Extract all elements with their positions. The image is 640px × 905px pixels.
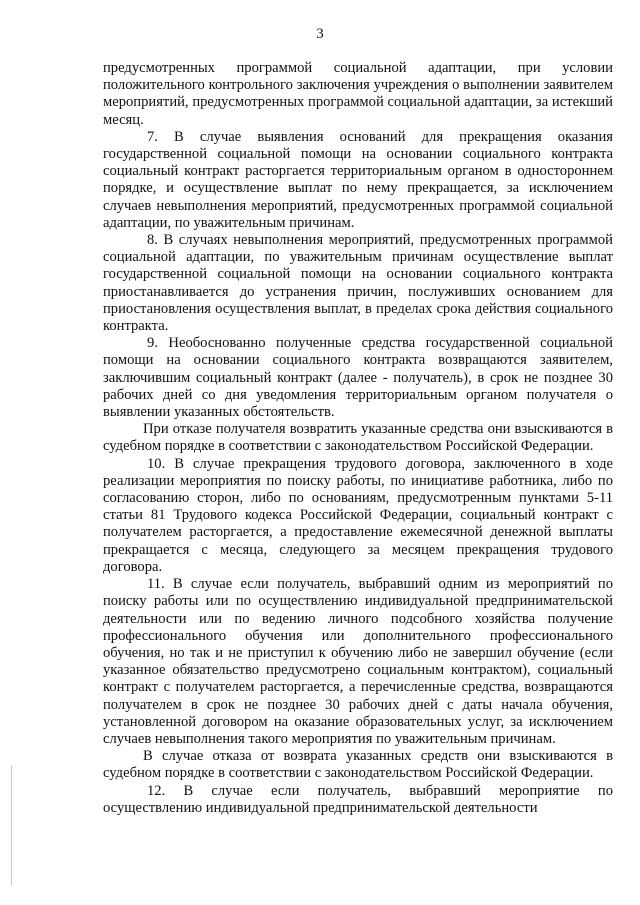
paragraph-continuation: предусмотренных программой социальной адаптации, при условии положительного контрольного заключения учреждения о выполнении заявителем мероприятий, предусмотренных программой социальной адаптации, за истекший месяц. (103, 60, 613, 128)
document-body (103, 60, 613, 817)
page-number: 3 (316, 26, 324, 42)
scan-margin-line (11, 765, 12, 885)
paragraph-clause-8: 8. В случаях невыполнения мероприятий, предусмотренных программой социальной адаптации, по уважительным причинам осуществление выплат государственной социальной помощи на основании социального контракта приостанавливается до устранения причин, послуживших основанием для приостановления осуществления выплат, в пределах срока действия социального контракта. (103, 232, 613, 335)
paragraph-clause-11: 11. В случае если получатель, выбравший одним из мероприятий по поиску работы или по осуществлению индивидуальной предпринимательской деятельности или по ведению личного подсобного хозяйства получение профессионального обучения или дополнительного профессионального обучения, но так и не приступил к обучению либо не завершил обучение (если указанное обязательство предусмотрено социальным контрактом), социальный контракт с получателем расторгается, а перечисленные средства, возвращаются получателем в срок не позднее 30 рабочих дней с даты начала обучения, установленной договором на оказание образовательных услуг, за исключением случаев невыполнения такого мероприятия по уважительным причинам. (103, 576, 613, 747)
paragraph-clause-10: 10. В случае прекращения трудового договора, заключенного в ходе реализации мероприятия по поиску работы, по инициативе работника, либо по согласованию сторон, либо по основаниям, предусмотренным пунктами 5-11 статьи 81 Трудового кодекса Российской Федерации, социальный контракт с получателем расторгается, а предоставление ежемесячной денежной выплаты прекращается с месяца, следующего за месяцем прекращения трудового договора. (103, 455, 613, 575)
paragraph-clause-9: 9. Необоснованно полученные средства государственной социальной помощи на основании социального контракта возвращаются заявителем, заключившим социальный контракт (далее - получатель), в срок не позднее 30 рабочих дней со дня уведомления территориальным органом получателя о выявлении указанных обстоятельств. (103, 335, 613, 421)
paragraph-clause-7: 7. В случае выявления оснований для прекращения оказания государственной социальной помощи на основании социального контракта социальный контракт расторгается территориальным органом в одностороннем порядке, и осуществление выплат по нему прекращается, за исключением случаев невыполнения мероприятий, предусмотренных программой социальной адаптации, по уважительным причинам. (103, 128, 613, 231)
paragraph-clause-12: 12. В случае если получатель, выбравший мероприятие по осуществлению индивидуальной предпринимательской деятельности (103, 782, 613, 816)
paragraph-refusal-return: В случае отказа от возврата указанных средств они взыскиваются в судебном порядке в соответствии с законодательством Российской Федерации. (103, 748, 613, 782)
paragraph-refusal-recovery: При отказе получателя возвратить указанные средства они взыскиваются в судебном порядке в соответствии с законодательством Российской Федерации. (103, 421, 613, 455)
